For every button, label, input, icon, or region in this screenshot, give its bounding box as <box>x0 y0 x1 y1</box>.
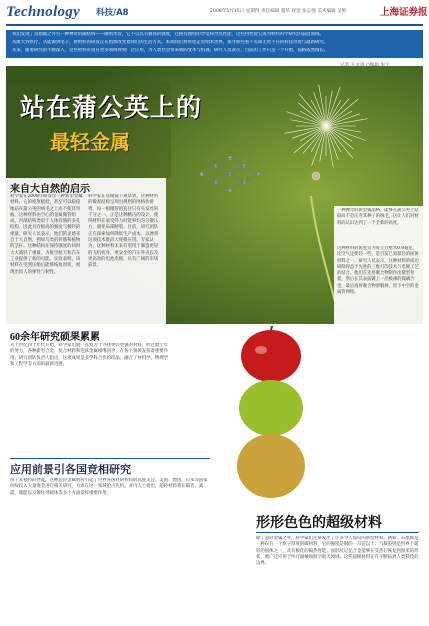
body-text: 除了超轻金属之外，科学家们还研发出了许多令人惊叹的新型材料。例如，石墨烯是一种仅有一个原子厚度的碳材料，它的强度是钢的一百倍以上；气凝胶则是世界上最轻的固体之一，具有极佳的隔热性能；而形状记忆合金能够在受热后恢复到原来的形状，被广泛应用于医疗器械和航空航天领域。这些超级材料正在不断拓展人类科技的边界。 <box>256 536 419 567</box>
subheading: 应用前景引各国竞相研究 <box>10 464 131 476</box>
lower-section <box>6 326 423 626</box>
right-column <box>334 206 423 324</box>
body-text: 从上世纪四十年代开始，科学家们就一直致力于寻找更轻更强的材料。经过数十年的努力，各种新型合金、复合材料和泡沫金属相继问世，在各个领域发挥着重要作用。研究团队负责人指出，这项成果是多学科合作的结晶，融合了材料学、物理学和工程学等方面的最新进展。 <box>10 343 169 367</box>
section-title: Technology <box>6 4 81 20</box>
date-line: 2008年5月15日 星期四 责任编辑 董华 视觉 张志强 美术编辑 吴艳 <box>210 9 347 14</box>
intro-banner <box>6 30 423 58</box>
body-text: 由于其独特的性能，这种超轻金属材料引起了世界各国科研机构的高度关注。美国、德国、日本等国家纷纷投入大量资金进行相关研究，力求在这一领域抢占先机。业内人士指出，超轻材料将在隔音、减震、储能以及催化剂载体等多个方面发挥重要作用。 <box>10 478 208 496</box>
intro-line: 我们发现了富勒烯之外另一种神奇的碳结构——碳纳米管，它不仅具有极高的强度，还拥有独特的导电和导热性能，这些特性使它成为材料科学研究的前沿领域。 <box>12 32 324 37</box>
caption-text: 一种神奇的新金属晶格，能够在蒲公英上站稳而不会压弯其种子的绒毛，这让人们对材料的认识达到了一个全新的高度。 <box>337 208 419 226</box>
subheading: 来自大自然的启示 <box>10 184 90 195</box>
newspaper-logo: 上海证券报 <box>380 8 428 18</box>
body-text: 科学家在显微镜下观察到，这种材料的微观结构呈现出规则的网格状排列，每一根微管的直径只有头发丝的千分之一。正是这种精巧的设计，使得材料在承受外力时能够均匀分散压力，避免局部断裂。目前，研究团队正在探索如何降低生产成本，以便将这项技术推向大规模应用。专家认为，这种材料未来有望用于制造更轻的飞机机身、更安全的汽车外壳以及更高效的电池电极，具有广阔的市场前景。 <box>88 194 159 269</box>
intro-line: 从航天到医疗，从能源到电子，新材料的研发正在悄然改变着我们的生活方式。本期我们将带您走进纳米世界，探寻那些看不见却无处不在的科技奇迹与最新研究。 <box>12 40 329 45</box>
masthead <box>0 0 429 34</box>
main-headline: 站在蒲公英上的 <box>20 95 203 122</box>
main-headline-highlight: 最轻金属 <box>50 132 130 154</box>
header-rule <box>6 24 423 26</box>
section-rule <box>256 532 419 533</box>
hero-photo <box>6 66 423 324</box>
subheading: 60余年研究硕果累累 <box>10 332 100 343</box>
feature-headline: 形形色色的超级材料 <box>256 516 382 531</box>
section-rule <box>10 458 210 459</box>
apple-stack-image <box>216 326 326 506</box>
left-column <box>6 178 166 324</box>
intro-line: 未来，随着研究的不断深入，这些材料有望在更多领域得到广泛应用，为人类社会带来新的变革与机遇。研究人员表示，目前的工作只是一个开始，前路依然漫长。 <box>12 48 329 53</box>
body-text: 这种材料的密度仅为每立方厘米0.9毫克，比空气还要轻一些，是目前已知最轻的固体材料之一。研究人员表示，这种材料的成功研制得益于先进的三维打印技术与电镀工艺的结合。他们首先用聚合物制作出微型骨架，然后在其表面镀上一层极薄的镍磷合金，最后再将聚合物溶解掉，留下中空的金属管网络。 <box>337 246 419 296</box>
page-number: 科技/A8 <box>96 8 129 18</box>
body-text: 科学家在2008年研发出一种新型金属材料，它的密度极低，甚至可以稳稳地站在蒲公英的绒毛之上而不使其弯曲。这种材料由空心的金属微管组成，内部结构类似于人体骨骼的多孔结构，因此具有极高的强度与极轻的重量。研究人员表示，他们的灵感来自于大自然，例如鸟类的骨骼和植物的茎秆。这种结构在保持强度的同时大大减轻了重量，为航空航天和汽车工业提供了新的可能。实验表明，该材料在受到压缩后能够恢复原状，展现出惊人的弹性与韧性。 <box>10 194 83 275</box>
